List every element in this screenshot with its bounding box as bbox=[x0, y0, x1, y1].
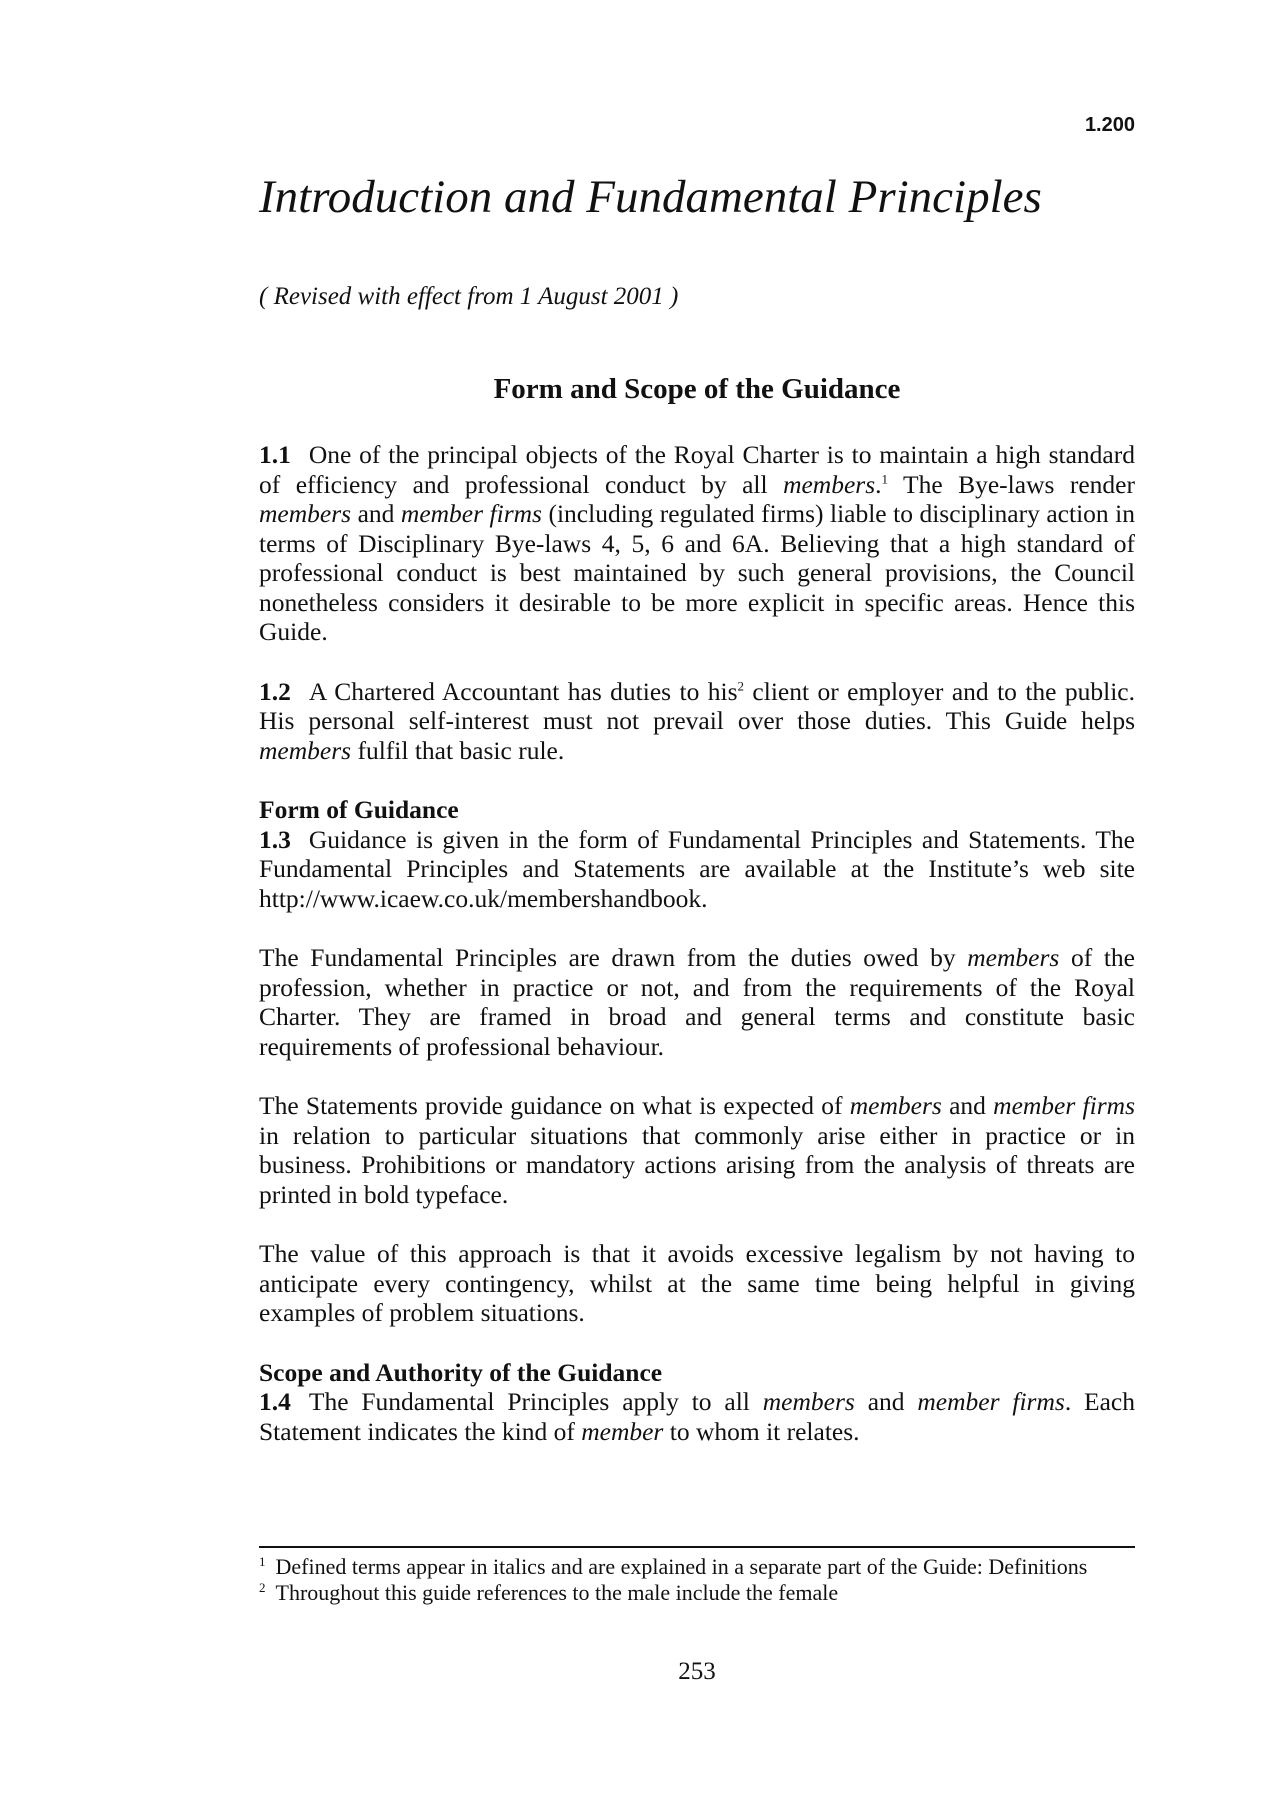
text-run: client or employer and to the public. His personal self-interest must not prevail over those duties. This Guide helps bbox=[259, 676, 1135, 735]
text-run: The Fundamental Principles are drawn from the duties owed by bbox=[259, 943, 968, 972]
text-run: of the profession, whether in practice or not, and from the requirements of the Royal Charter. They are framed in broad and general terms and constitute basic requirements of professional behaviour. bbox=[259, 943, 1135, 1061]
text-run: One of the principal objects of the Royal Charter is to maintain a high standard of efficiency and professional conduct by all bbox=[259, 440, 1135, 499]
defined-term: member firms bbox=[400, 499, 542, 528]
paragraph-value: The value of this approach is that it avoids excessive legalism by not having to anticipate every contingency, whilst at the same time being helpful in giving examples of problem situations. bbox=[259, 1239, 1135, 1327]
paragraph-number: 1.1 bbox=[259, 440, 291, 469]
footnote-mark: 1 bbox=[259, 1553, 266, 1569]
paragraph-1-4 bbox=[259, 1358, 1135, 1447]
text-run: and bbox=[351, 499, 401, 528]
footnote-reference: 1 bbox=[881, 471, 889, 486]
text-run: and bbox=[854, 1387, 918, 1416]
defined-term: members bbox=[259, 499, 352, 528]
section-heading: Form and Scope of the Guidance bbox=[493, 373, 901, 405]
defined-term: member bbox=[581, 1416, 664, 1446]
subheading-form-of-guidance: Form of Guidance bbox=[259, 795, 459, 824]
paragraph-number: 1.2 bbox=[259, 676, 291, 706]
text-run: Guidance is given in the form of Fundamental Principles and Statements. The Fundamental Principles and Statements are available at the Institute’s web site http://www.icaew.co.uk/membershandbook. bbox=[259, 824, 1135, 913]
page-title: Introduction and Fundamental Principles bbox=[259, 171, 1042, 223]
paragraph-statements bbox=[259, 1091, 1135, 1209]
paragraph-principles bbox=[259, 943, 1135, 1061]
defined-term: member firms bbox=[917, 1387, 1065, 1416]
text-run: . Each Statement indicates the kind of bbox=[259, 1387, 1136, 1446]
text-run: . bbox=[875, 469, 882, 499]
paragraph-number: 1.3 bbox=[259, 824, 291, 854]
defined-term: member firms bbox=[993, 1091, 1135, 1120]
defined-term: members bbox=[762, 1387, 855, 1416]
text-run: in relation to particular situations that commonly arise either in practice or in business. Prohibitions or mandatory actions arising from the analysis of threats are printed in bold typeface. bbox=[259, 1120, 1135, 1209]
text-run: and bbox=[941, 1091, 994, 1120]
section-number: 1.200 bbox=[1084, 114, 1135, 136]
text-run: fulfil that basic rule. bbox=[351, 735, 565, 765]
defined-term: members bbox=[783, 469, 876, 499]
paragraph-number: 1.4 bbox=[259, 1387, 291, 1416]
text-run: The Bye-laws render bbox=[888, 469, 1135, 499]
footnote-mark: 2 bbox=[259, 1579, 266, 1595]
defined-term: members bbox=[259, 735, 352, 765]
footnote-text: Throughout this guide references to the male include the female bbox=[275, 1580, 839, 1605]
defined-term: members bbox=[849, 1091, 942, 1120]
text-run: The Statements provide guidance on what is expected of bbox=[259, 1091, 850, 1120]
subheading-scope: Scope and Authority of the Guidance bbox=[259, 1357, 663, 1387]
body-text bbox=[259, 440, 1135, 1476]
footnote bbox=[259, 1554, 1135, 1580]
text-run: The Fundamental Principles apply to all bbox=[308, 1387, 763, 1416]
defined-term: members bbox=[967, 943, 1060, 972]
footnote-reference: 2 bbox=[737, 678, 745, 693]
footnote-text: Defined terms appear in italics and are explained in a separate part of the Guide: Definitions bbox=[275, 1554, 1088, 1579]
paragraph-1-3 bbox=[259, 795, 1135, 913]
page-number: 253 bbox=[678, 1658, 716, 1685]
text-run: (including regulated firms) liable to disciplinary action in terms of Disciplinary Bye-laws 4, 5, 6 and 6A. Believing that a high standard of professional conduct is best maintained by such general provisions, the Council nonetheless considers it desirable to be more explicit in specific areas. Hence this Guide. bbox=[259, 499, 1135, 646]
paragraph-1-1 bbox=[259, 440, 1135, 647]
revision-note: ( Revised with effect from 1 August 2001 ) bbox=[259, 283, 679, 310]
paragraph-1-2 bbox=[259, 677, 1135, 766]
footnote bbox=[259, 1580, 1135, 1606]
text-run: A Chartered Accountant has duties to his bbox=[308, 676, 738, 706]
footnotes bbox=[259, 1546, 1135, 1606]
document-page bbox=[259, 0, 1135, 1795]
text-run: to whom it relates. bbox=[663, 1416, 860, 1446]
